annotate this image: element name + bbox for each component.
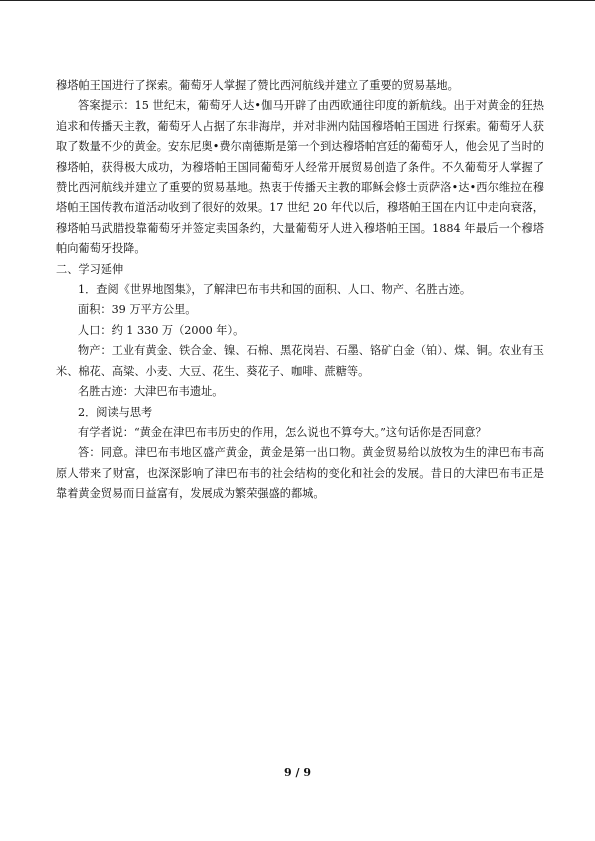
landmark-line: 名胜古迹：大津巴布韦遗址。: [78, 385, 224, 399]
question-2-heading: 2．阅读与思考: [78, 405, 153, 419]
section-heading: 二、学习延伸: [56, 262, 124, 276]
products-paragraph: 物产：工业有黄金、铁合金、镍、石棉、黑花岗岩、石墨、铬矿白金（铂）、煤、铜。农业有玉米、棉花、高粱、小麦、大豆、花生、葵花子、咖啡、蔗糖等。: [56, 344, 544, 378]
scholar-quote: 有学者说：“黄金在津巴布韦历史的作用，怎么说也不算夸大。”这句话你是否同意？: [78, 425, 487, 439]
area-line: 面积：39 万平方公里。: [78, 303, 197, 317]
paragraph-answer-hint: 答案提示：15 世纪末，葡萄牙人达•伽马开辟了由西欧通往印度的新航线。出于对黄金的狂热追求和传播天主教，葡萄牙人占据了东非海岸，并对非洲内陆国穆塔帕王国进 行探索。葡萄牙人获取了数量不少的黄金。安东尼奥•费尔南德斯是第一个到达穆塔帕宫廷的葡萄牙人，他会见了当时的穆塔帕，获得极大成功，为穆塔帕王国同葡萄牙人经常开展贸易创造了条件。不久葡萄牙人掌握了赞比西河航线并建立了重要的贸易基地。热衷于传播天主教的耶稣会修士贡萨洛•达•西尔维拉在穆塔帕王国传教布道活动收到了很好的效果。17 世纪 20 年代以后，穆塔帕王国在内讧中走向衰落，穆塔帕马武腊投靠葡萄牙并签定卖国条约，大量葡萄牙人进入穆塔帕王国。1884 年最后一个穆塔帕向葡萄牙投降。: [56, 99, 544, 256]
population-line: 人口：约 1 330 万（2000 年）。: [78, 323, 245, 337]
paragraph-continuation: 穆塔帕王国进行了探索。葡萄牙人掌握了赞比西河航线并建立了重要的贸易基地。: [56, 79, 459, 92]
document-body: [56, 76, 544, 505]
page-number: 9 / 9: [284, 766, 311, 779]
header-rule: [0, 0, 595, 1]
question-1: 1．查阅《世界地图集》，了解津巴布韦共和国的面积、人口、物产、名胜古迹。: [78, 283, 472, 297]
answer-paragraph: 答：同意。津巴布韦地区盛产黄金，黄金是第一出口物。黄金贸易给以放牧为生的津巴布韦高原人带来了财富，也深深影响了津巴布韦的社会结构的变化和社会的发展。昔日的大津巴布韦正是靠着黄金贸易而日益富有，发展成为繁荣强盛的都城。: [56, 446, 544, 501]
